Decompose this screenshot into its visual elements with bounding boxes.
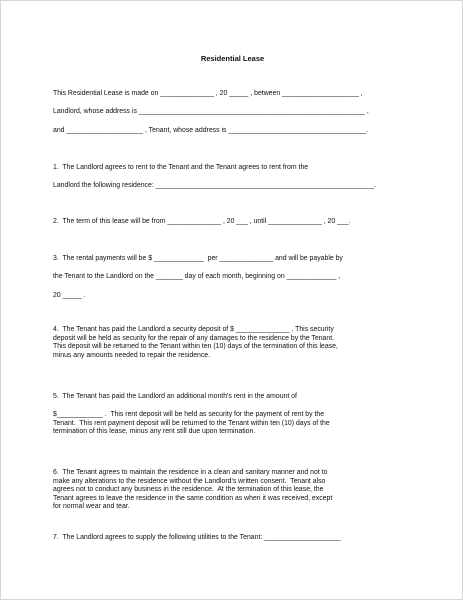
clause-6 — [53, 469, 415, 512]
clause-1-line-2: Landlord the following residence: _________________________________________________________. — [53, 182, 377, 189]
clause-3-line-3: 20 _____ . — [53, 292, 86, 299]
clause-6-line-1: 6. The Tenant agrees to maintain the residence in a clean and sanitary manner and not to — [53, 469, 328, 476]
intro-line-3: and ____________________ , Tenant, whose address is ____________________________________. — [53, 127, 369, 134]
intro-line-2: Landlord, whose address is ___________________________________________________________ , — [53, 108, 369, 115]
clause-3-line-1: 3. The rental payments will be $ _____________ per ______________ and will be payable by — [53, 255, 343, 262]
clause-6-line-3: agrees not to conduct any business in the residence. At the termination of this lease, the — [53, 486, 324, 494]
clause-3-line-2: the Tenant to the Landlord on the _______ day of each month, beginning on _____________ , — [53, 273, 341, 280]
clause-5-line-3: Tenant. This rent payment deposit will be returned to the Tenant within ten (10) days of the — [53, 419, 330, 427]
clause-4-line-2: deposit will be held as security for the repair of any damages to the residence by the Tenant. — [53, 334, 335, 342]
clause-5-line-2: $____________ . This rent deposit will be held as security for the payment of rent by the — [53, 411, 325, 418]
clause-6-line-2: make any alterations to the residence without the Landlord's written consent. Tenant also — [53, 477, 326, 485]
clause-4-line-4: minus any amounts needed to repair the residence. — [53, 351, 211, 359]
clause-4-line-3: This deposit will be returned to the Tenant within ten (10) days of the termination of this lease, — [53, 343, 338, 351]
document-title: Residential Lease — [200, 54, 265, 63]
clause-5-body — [53, 411, 415, 437]
clause-4 — [53, 326, 415, 360]
clause-2-line-1: 2. The term of this lease will be from ______________ , 20 ___ , until ______________ , 20 ___. — [53, 218, 351, 225]
clause-4-line-1: 4. The Tenant has paid the Landlord a security deposit of $ ______________ . This security — [53, 326, 334, 333]
clause-1-line-1: 1. The Landlord agrees to rent to the Tenant and the Tenant agrees to rent from the — [53, 164, 309, 171]
clause-5-line-4: termination of this lease, minus any rent still due upon termination. — [53, 428, 256, 436]
clause-5-line-1: 5. The Tenant has paid the Landlord an additional month's rent in the amount of — [53, 393, 297, 400]
clause-7-line-1: 7. The Landlord agrees to supply the following utilities to the Tenant: ____________________ — [53, 534, 341, 541]
clause-6-line-4: Tenant agrees to leave the residence in the same condition as when it was received, except — [53, 494, 333, 502]
intro-line-1: This Residential Lease is made on ______________ , 20 _____ , between ____________________ , — [53, 90, 363, 97]
clause-6-line-5: for normal wear and tear. — [53, 503, 130, 511]
